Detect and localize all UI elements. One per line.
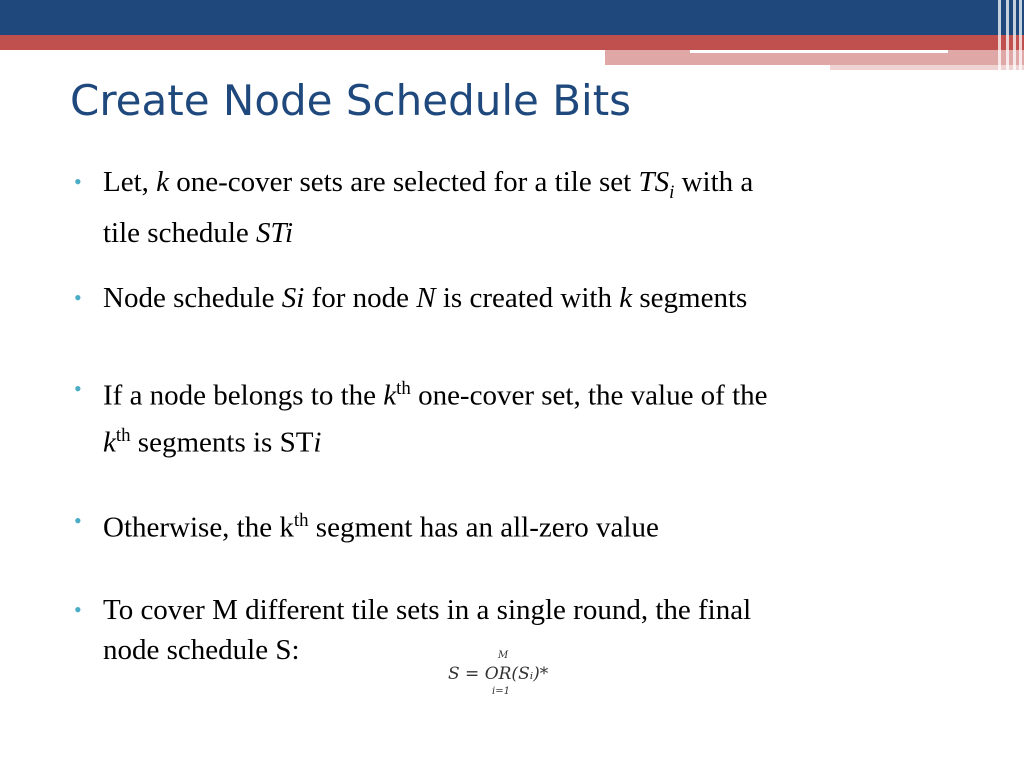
bullet-dot-icon: • [74,285,82,310]
header-band-blue [0,0,1024,35]
bullet-item [74,278,974,318]
bullet-text: Node schedule Si for node N is created with k segments [103,282,748,314]
bullet-text: If a node belongs to the $k^{th}$ one-cover set, the value of the $k^{th}$ segments is STi [103,378,768,459]
bullet-dot-icon: • [74,169,82,194]
formula-lower-limit: i=1 [492,686,510,697]
bullet-item [74,162,974,253]
formula-expression: S = OR(Sᵢ)* [448,664,549,684]
bullet-text: Otherwise, the $k^{th}$ segment has an all-zero value [103,510,659,544]
bullet-dot-icon: • [74,508,82,533]
bullet-dot-icon: • [74,597,82,622]
header-band-white-line [690,50,948,53]
bullet-dot-icon: • [74,376,82,401]
bullet-item [74,369,974,462]
formula-upper-limit: M [498,650,509,661]
header-vertical-lines [994,0,1024,70]
bullet-item [74,501,974,548]
slide-title: Create Node Schedule Bits [70,76,632,125]
bullet-text: To cover M different tile sets in a single round, the final node schedule S: [103,594,752,666]
node-schedule-formula [448,650,568,700]
header-band-red [0,35,1024,50]
bullet-text: Let, k one-cover sets are selected for a tile set $TS_i$ with a tile schedule STi [103,166,754,249]
